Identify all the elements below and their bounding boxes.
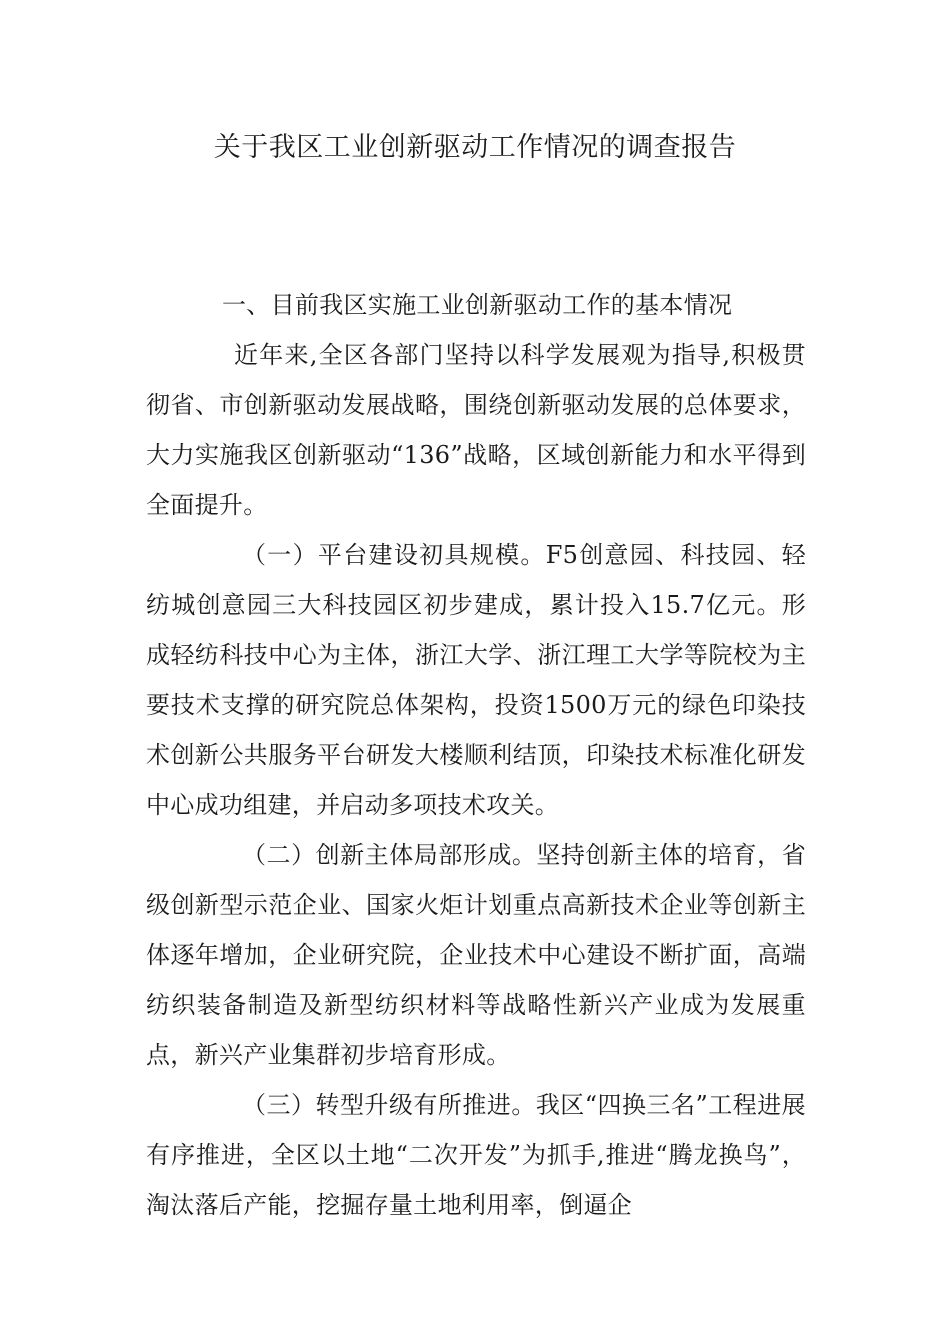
intro-paragraph: 近年来,全区各部门坚持以科学发展观为指导,积极贯彻省、市创新驱动发展战略，围绕创新驱动发展的总体要求，大力实施我区创新驱动“136”战略，区域创新能力和水平得到全面提升。 <box>146 341 806 519</box>
section-heading: 一、目前我区实施工业创新驱动工作的基本情况 <box>222 291 733 319</box>
paragraph-innovation-subjects: （二）创新主体局部形成。坚持创新主体的培育，省级创新型示范企业、国家火炬计划重点高新技术企业等创新主体逐年增加，企业研究院，企业技术中心建设不断扩面，高端纺织装备制造及新型纺织材料等战略性新兴产业成为发展重点，新兴产业集群初步培育形成。 <box>146 841 806 1069</box>
document-body <box>146 280 806 1230</box>
document-title: 关于我区工业创新驱动工作情况的调查报告 <box>213 132 737 163</box>
paragraph-platform: （一）平台建设初具规模。F5创意园、科技园、轻纺城创意园三大科技园区初步建成，累计投入15.7亿元。形成轻纺科技中心为主体，浙江大学、浙江理工大学等院校为主要技术支撑的研究院总体架构，投资1500万元的绿色印染技术创新公共服务平台研发大楼顺利结顶，印染技术标准化研发中心成功组建，并启动多项技术攻关。 <box>146 541 806 819</box>
paragraph-transformation: （三）转型升级有所推进。我区“四换三名”工程进展有序推进，全区以土地“二次开发”为抓手,推进“腾龙换鸟”，淘汰落后产能，挖掘存量土地利用率，倒逼企 <box>146 1091 806 1219</box>
